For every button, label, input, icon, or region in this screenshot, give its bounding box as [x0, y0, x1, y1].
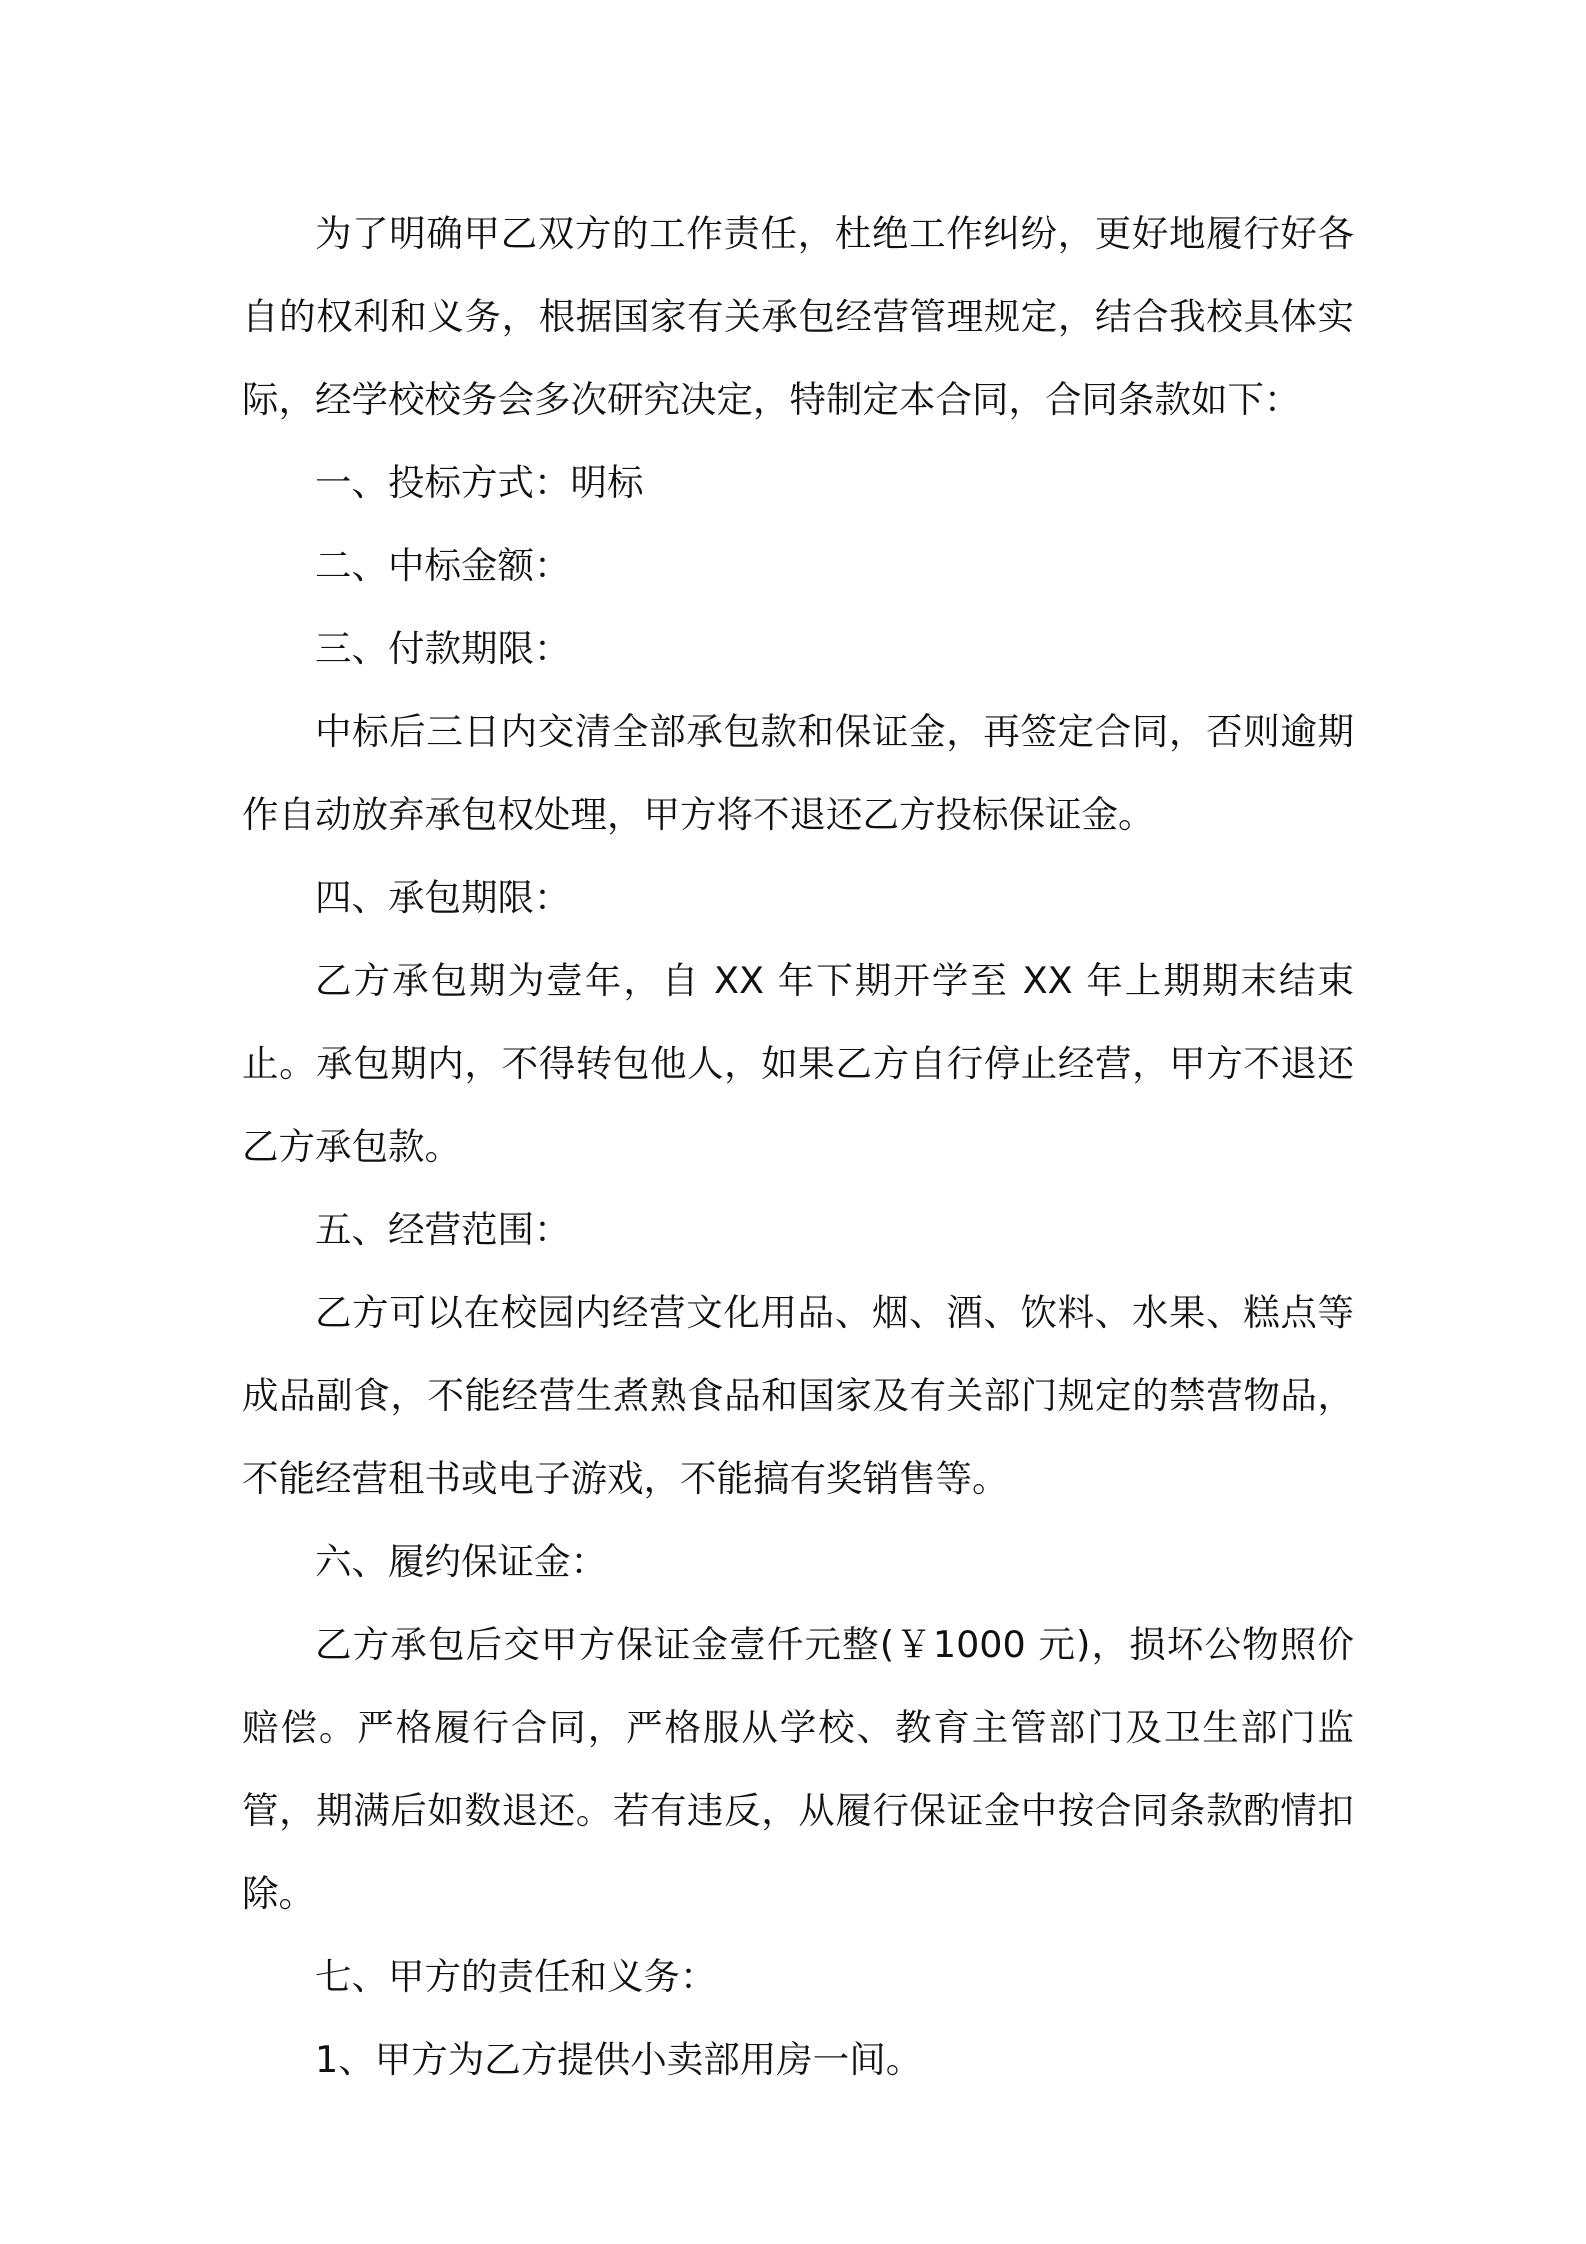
payment-deadline-text: 中标后三日内交清全部承包款和保证金，再签定合同，否则逾期作自动放弃承包权处理，甲方将不退还乙方投标保证金。 [242, 710, 1354, 836]
contract-body [242, 192, 1354, 2101]
section-winning-amount: 二、中标金额： [315, 544, 571, 587]
section-performance-deposit: 六、履约保证金： [315, 1540, 607, 1583]
section-bidding-method: 一、投标方式：明标 [315, 461, 644, 504]
intro-paragraph: 为了明确甲乙双方的工作责任，杜绝工作纠纷，更好地履行好各自的权利和义务，根据国家有关承包经营管理规定，结合我校具体实际，经学校校务会多次研究决定，特制定本合同，合同条款如下： [242, 212, 1354, 421]
section-party-a-duties: 七、甲方的责任和义务： [315, 1955, 717, 1998]
business-scope-text: 乙方可以在校园内经营文化用品、烟、酒、饮料、水果、糕点等成品副食，不能经营生煮熟食品和国家及有关部门规定的禁营物品，不能经营租书或电子游戏，不能搞有奖销售等。 [242, 1291, 1354, 1500]
contract-period-text: 乙方承包期为壹年，自 XX 年下期开学至 XX 年上期期末结束止。承包期内，不得转包他人，如果乙方自行停止经营，甲方不退还乙方承包款。 [242, 959, 1354, 1168]
party-a-duty-1: 1、甲方为乙方提供小卖部用房一间。 [315, 2038, 923, 2081]
section-business-scope: 五、经营范围： [315, 1208, 571, 1251]
section-contract-period: 四、承包期限： [315, 876, 571, 919]
section-payment-deadline: 三、付款期限： [315, 627, 571, 670]
performance-deposit-text: 乙方承包后交甲方保证金壹仟元整(￥1000 元)，损坏公物照价赔偿。严格履行合同，严格服从学校、教育主管部门及卫生部门监管，期满后如数退还。若有违反，从履行保证金中按合同条款酌情扣除。 [242, 1623, 1354, 1915]
